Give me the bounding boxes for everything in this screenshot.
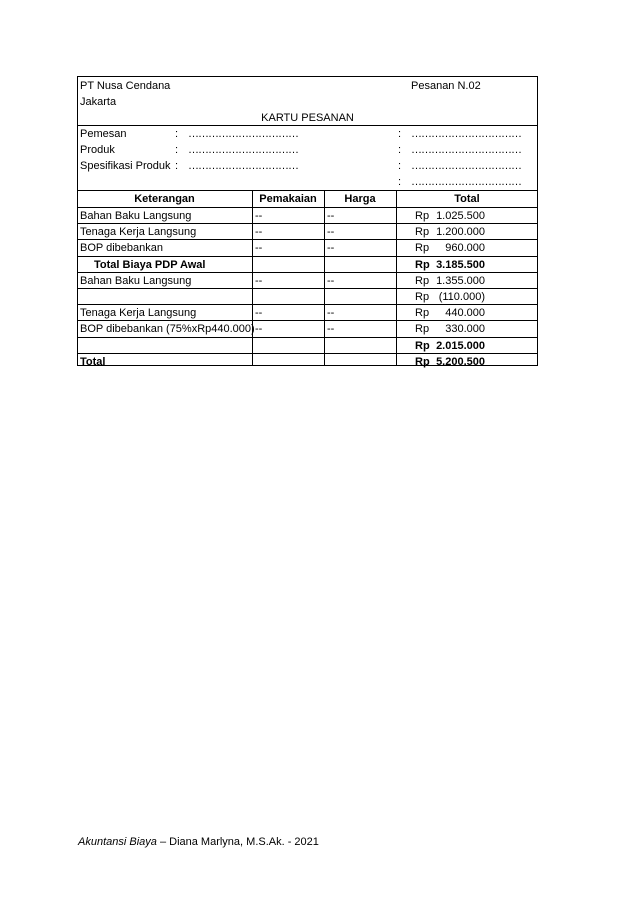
cell-keterangan: Total <box>80 356 106 368</box>
field-right-colon: : <box>398 160 402 172</box>
footer-author: – Diana Marlyna, M.S.Ak. - 2021 <box>156 836 319 848</box>
cell-total: 1.025.500 <box>436 210 485 222</box>
column-divider <box>396 190 397 366</box>
cell-harga: -- <box>327 275 335 287</box>
cell-currency: Rp <box>415 242 430 254</box>
cell-currency: Rp <box>415 275 430 287</box>
field-colon: : <box>175 160 179 172</box>
cell-keterangan: Tenaga Kerja Langsung <box>80 307 197 319</box>
cell-keterangan: Tenaga Kerja Langsung <box>80 226 197 238</box>
cell-total: 330.000 <box>445 323 485 335</box>
cell-currency: Rp <box>415 259 430 271</box>
cell-currency: Rp <box>415 307 430 319</box>
field-value-placeholder: …………………………… <box>188 128 298 140</box>
cell-keterangan: Bahan Baku Langsung <box>80 210 192 222</box>
cell-currency: Rp <box>415 323 430 335</box>
cell-pemakaian: -- <box>255 210 263 222</box>
column-header-total: Total <box>454 193 480 205</box>
column-divider <box>324 190 325 366</box>
cell-currency: Rp <box>415 291 430 303</box>
cell-total: (110.000) <box>438 291 485 303</box>
cell-pemakaian: -- <box>255 307 263 319</box>
cell-harga: -- <box>327 226 335 238</box>
column-divider <box>252 190 253 366</box>
company-city: Jakarta <box>80 96 117 108</box>
company-name: PT Nusa Cendana <box>80 80 171 92</box>
cell-keterangan: BOP dibebankan <box>80 242 163 254</box>
cell-keterangan: Bahan Baku Langsung <box>80 275 192 287</box>
cell-total: 1.355.000 <box>436 275 485 287</box>
cell-currency: Rp <box>415 226 430 238</box>
cell-pemakaian: -- <box>255 323 263 335</box>
field-right-colon: : <box>398 144 402 156</box>
card-title: KARTU PESANAN <box>261 112 354 124</box>
field-right-value-placeholder: …………………………… <box>411 128 521 140</box>
field-value-placeholder: …………………………… <box>188 160 298 172</box>
cell-total: 3.185.500 <box>436 259 485 271</box>
cell-currency: Rp <box>415 356 430 368</box>
cell-keterangan: BOP dibebankan (75%xRp440.000) <box>80 323 255 335</box>
column-header-harga: Harga <box>344 193 376 205</box>
cell-total: 5.200.500 <box>436 356 485 368</box>
field-label: Pemesan <box>80 128 127 140</box>
cell-pemakaian: -- <box>255 226 263 238</box>
field-label: Produk <box>80 144 115 156</box>
cell-total: 960.000 <box>445 242 485 254</box>
field-colon: : <box>175 144 179 156</box>
cell-pemakaian: -- <box>255 242 263 254</box>
cell-total: 440.000 <box>445 307 485 319</box>
field-right-value-placeholder: …………………………… <box>411 176 521 188</box>
cell-keterangan: Total Biaya PDP Awal <box>94 259 206 271</box>
field-right-value-placeholder: …………………………… <box>411 160 521 172</box>
column-header-keterangan: Keterangan <box>134 193 195 205</box>
page-footer <box>78 836 319 848</box>
field-colon: : <box>175 128 179 140</box>
cell-total: 2.015.000 <box>436 340 485 352</box>
order-number: Pesanan N.02 <box>411 80 481 92</box>
field-right-colon: : <box>398 128 402 140</box>
cell-pemakaian: -- <box>255 275 263 287</box>
field-right-colon: : <box>398 176 402 188</box>
cell-harga: -- <box>327 307 335 319</box>
field-label: Spesifikasi Produk <box>80 160 171 172</box>
cell-harga: -- <box>327 242 335 254</box>
cell-currency: Rp <box>415 340 430 352</box>
footer-book-title: Akuntansi Biaya <box>78 836 157 848</box>
cell-harga: -- <box>327 323 335 335</box>
cell-harga: -- <box>327 210 335 222</box>
cell-total: 1.200.000 <box>436 226 485 238</box>
column-header-pemakaian: Pemakaian <box>259 193 317 205</box>
cell-currency: Rp <box>415 210 430 222</box>
field-value-placeholder: …………………………… <box>188 144 298 156</box>
field-right-value-placeholder: …………………………… <box>411 144 521 156</box>
